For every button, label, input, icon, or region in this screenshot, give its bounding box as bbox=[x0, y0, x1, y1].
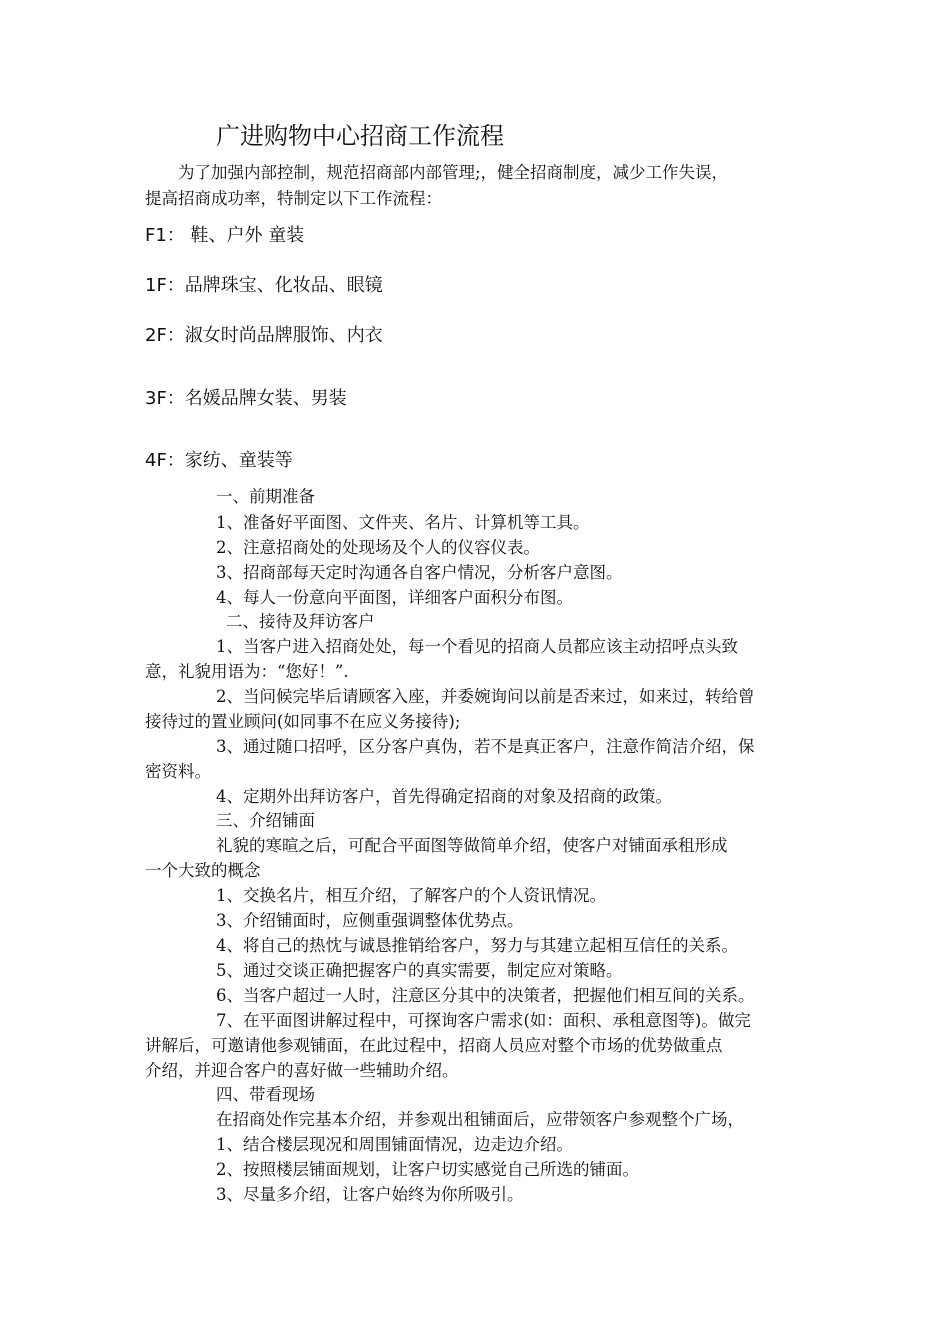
section-heading-shops: 三、介绍铺面 bbox=[216, 811, 315, 830]
body-line: 1、交换名片，相互介绍，了解客户的个人资讯情况。 bbox=[216, 886, 606, 905]
body-line: 1、准备好平面图、文件夹、名片、计算机等工具。 bbox=[216, 513, 590, 532]
floor-2f: 2F：淑女时尚品牌服饰、内衣 bbox=[145, 325, 383, 346]
body-line: 2、注意招商处的处现场及个人的仪容仪表。 bbox=[216, 538, 540, 557]
section-heading-reception: 二、接待及拜访客户 bbox=[226, 612, 375, 631]
floor-f1: F1： 鞋、户外 童装 bbox=[145, 225, 305, 246]
body-line: 6、当客户超过一人时，注意区分其中的决策者，把握他们相互间的关系。 bbox=[216, 986, 755, 1005]
body-line: 礼貌的寒暄之后，可配合平面图等做简单介绍，使客户对铺面承租形成 bbox=[216, 836, 728, 855]
body-line: 介绍，并迎合客户的喜好做一些辅助介绍。 bbox=[145, 1061, 459, 1080]
body-line: 讲解后，可邀请他参观铺面，在此过程中，招商人员应对整个市场的优势做重点 bbox=[145, 1036, 723, 1055]
body-line: 2、当问候完毕后请顾客入座，并委婉询问以前是否来过，如来过，转给曾 bbox=[216, 687, 755, 706]
body-line: 1、结合楼层现况和周围铺面情况，边走边介绍。 bbox=[216, 1135, 573, 1154]
body-line: 7、在平面图讲解过程中，可探询客户需求(如：面积、承租意图等)。做完 bbox=[216, 1011, 751, 1030]
body-line: 3、尽量多介绍，让客户始终为你所吸引。 bbox=[216, 1185, 524, 1204]
body-line: 密资料。 bbox=[145, 762, 211, 781]
intro-line-1: 为了加强内部控制，规范招商部内部管理;，健全招商制度，减少工作失误， bbox=[178, 163, 729, 182]
body-line: 3、通过随口招呼，区分客户真伪，若不是真正客户，注意作简洁介绍，保 bbox=[216, 737, 755, 756]
document-title: 广进购物中心招商工作流程 bbox=[216, 122, 504, 150]
body-line: 一个大致的概念 bbox=[145, 861, 261, 880]
body-line: 5、通过交谈正确把握客户的真实需要，制定应对策略。 bbox=[216, 961, 623, 980]
floor-1f: 1F：品牌珠宝、化妆品、眼镜 bbox=[145, 275, 383, 296]
body-line: 3、招商部每天定时沟通各自客户情况，分析客户意图。 bbox=[216, 563, 623, 582]
body-line: 3、介绍铺面时，应侧重强调整体优势点。 bbox=[216, 911, 524, 930]
body-line: 接待过的置业顾问(如同事不在应义务接待); bbox=[145, 712, 461, 731]
body-line: 4、定期外出拜访客户，首先得确定招商的对象及招商的政策。 bbox=[216, 787, 672, 806]
body-line: 意，礼貌用语为：“您好！”. bbox=[145, 662, 349, 681]
body-line: 在招商处作完基本介绍，并参观出租铺面后，应带领客户参观整个广场， bbox=[216, 1110, 744, 1129]
body-line: 1、当客户进入招商处处，每一个看见的招商人员都应该主动招呼点头致 bbox=[216, 637, 738, 656]
floor-3f: 3F：名媛品牌女装、男装 bbox=[145, 388, 347, 409]
body-line: 4、每人一份意向平面图，详细客户面积分布图。 bbox=[216, 588, 573, 607]
body-line: 2、按照楼层铺面规划，让客户切实感觉自己所选的铺面。 bbox=[216, 1160, 639, 1179]
floor-4f: 4F：家纺、童装等 bbox=[145, 450, 293, 471]
section-heading-site-visit: 四、带看现场 bbox=[216, 1085, 315, 1104]
body-line: 4、将自己的热忱与诚恳推销给客户，努力与其建立起相互信任的关系。 bbox=[216, 936, 738, 955]
intro-line-2: 提高招商成功率，特制定以下工作流程： bbox=[145, 189, 442, 208]
section-heading-prep: 一、前期准备 bbox=[216, 487, 315, 506]
